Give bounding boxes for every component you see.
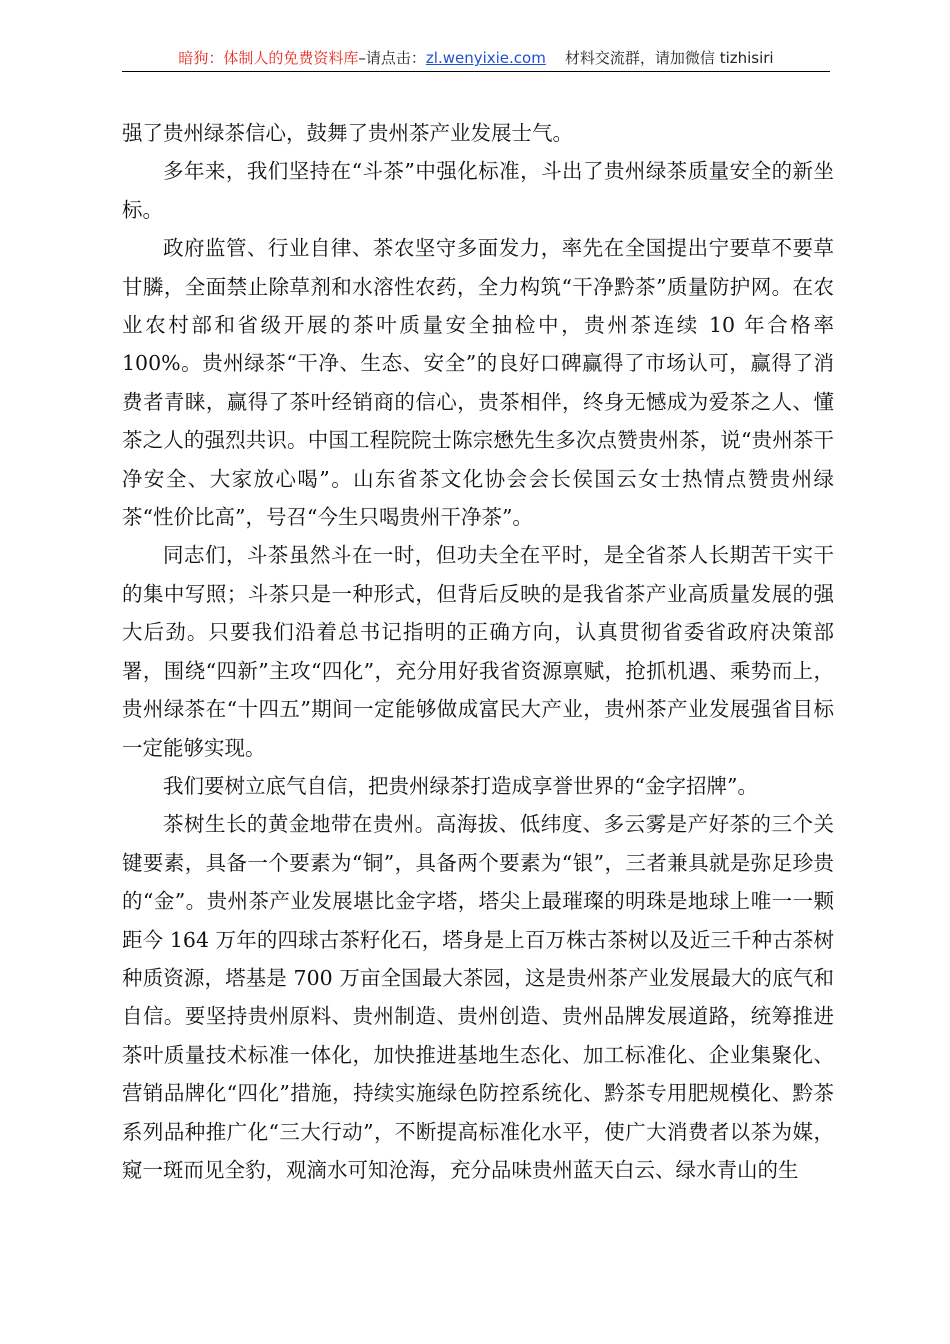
- paragraph: 政府监管、行业自律、茶农坚守多面发力，率先在全国提出宁要草不要草甘膦，全面禁止除草剂和水溶性农药，全力构筑“干净黔茶”质量防护网。在农业农村部和省级开展的茶叶质量安全抽检中，贵州茶连续 10 年合格率 100%。贵州绿茶“干净、生态、安全”的良好口碑赢得了市场认可，赢得了消费者青睐，赢得了茶叶经销商的信心，贵茶相伴，终身无憾成为爱茶之人、懂茶之人的强烈共识。中国工程院院士陈宗懋先生多次点赞贵州茶，说“贵州茶干净安全、大家放心喝”。山东省茶文化协会会长侯国云女士热情点赞贵州绿茶“性价比高”，号召“今生只喝贵州干净茶”。: [122, 236, 834, 530]
- header-spacer: [546, 49, 565, 67]
- paragraph: 同志们，斗茶虽然斗在一时，但功夫全在平时，是全省茶人长期苦干实干的集中写照；斗茶只是一种形式，但背后反映的是我省茶产业高质量发展的强大后劲。只要我们沿着总书记指明的正确方向，认真贯彻省委省政府决策部署，围绕“四新”主攻“四化”，充分用好我省资源禀赋，抢抓机遇、乘势而上，贵州绿茶在“十四五”期间一定能够做成富民大产业，贵州茶产业发展强省目标一定能够实现。: [122, 543, 834, 760]
- paragraph: 我们要树立底气自信，把贵州绿茶打造成享誉世界的“金字招牌”。: [163, 773, 758, 798]
- paragraph: 茶树生长的黄金地带在贵州。高海拔、低纬度、多云雾是产好茶的三个关键要素，具备一个要素为“铜”，具备两个要素为“银”，三者兼具就是弥足珍贵的“金”。贵州茶产业发展堪比金字塔，塔尖上最璀璨的明珠是地球上唯一一颗距今 164 万年的四球古茶籽化石，塔身是上百万株古茶树以及近三千种古茶树种质资源，塔基是 700 万亩全国最大茶园，这是贵州茶产业发展最大的底气和自信。要坚持贵州原料、贵州制造、贵州创造、贵州品牌发展道路，统筹推进茶叶质量技术标准一体化，加快推进基地生态化、加工标准化、企业集聚化、营销品牌化“四化”措施，持续实施绿色防控系统化、黔茶专用肥规模化、黔茶系列品种推广化“三大行动”，不断提高标准化水平，使广大消费者以茶为媒，窥一斑而见全豹，观滴水可知沧海，充分品味贵州蓝天白云、绿水青山的生: [122, 812, 834, 1182]
- header-contact: 材料交流群，请加微信 tizhisiri: [564, 49, 774, 67]
- paragraph: 多年来，我们坚持在“斗茶”中强化标准，斗出了贵州绿茶质量安全的新坐标。: [122, 159, 834, 222]
- header-prompt: –请点击：: [358, 49, 426, 67]
- header-divider: [122, 71, 830, 72]
- paragraph: 强了贵州绿茶信心，鼓舞了贵州茶产业发展士气。: [122, 121, 573, 145]
- header-brand: 暗狗：体制人的免费资料库: [178, 49, 359, 67]
- document-body: [122, 114, 834, 1189]
- header-link[interactable]: zl.wenyixie.com: [425, 49, 546, 67]
